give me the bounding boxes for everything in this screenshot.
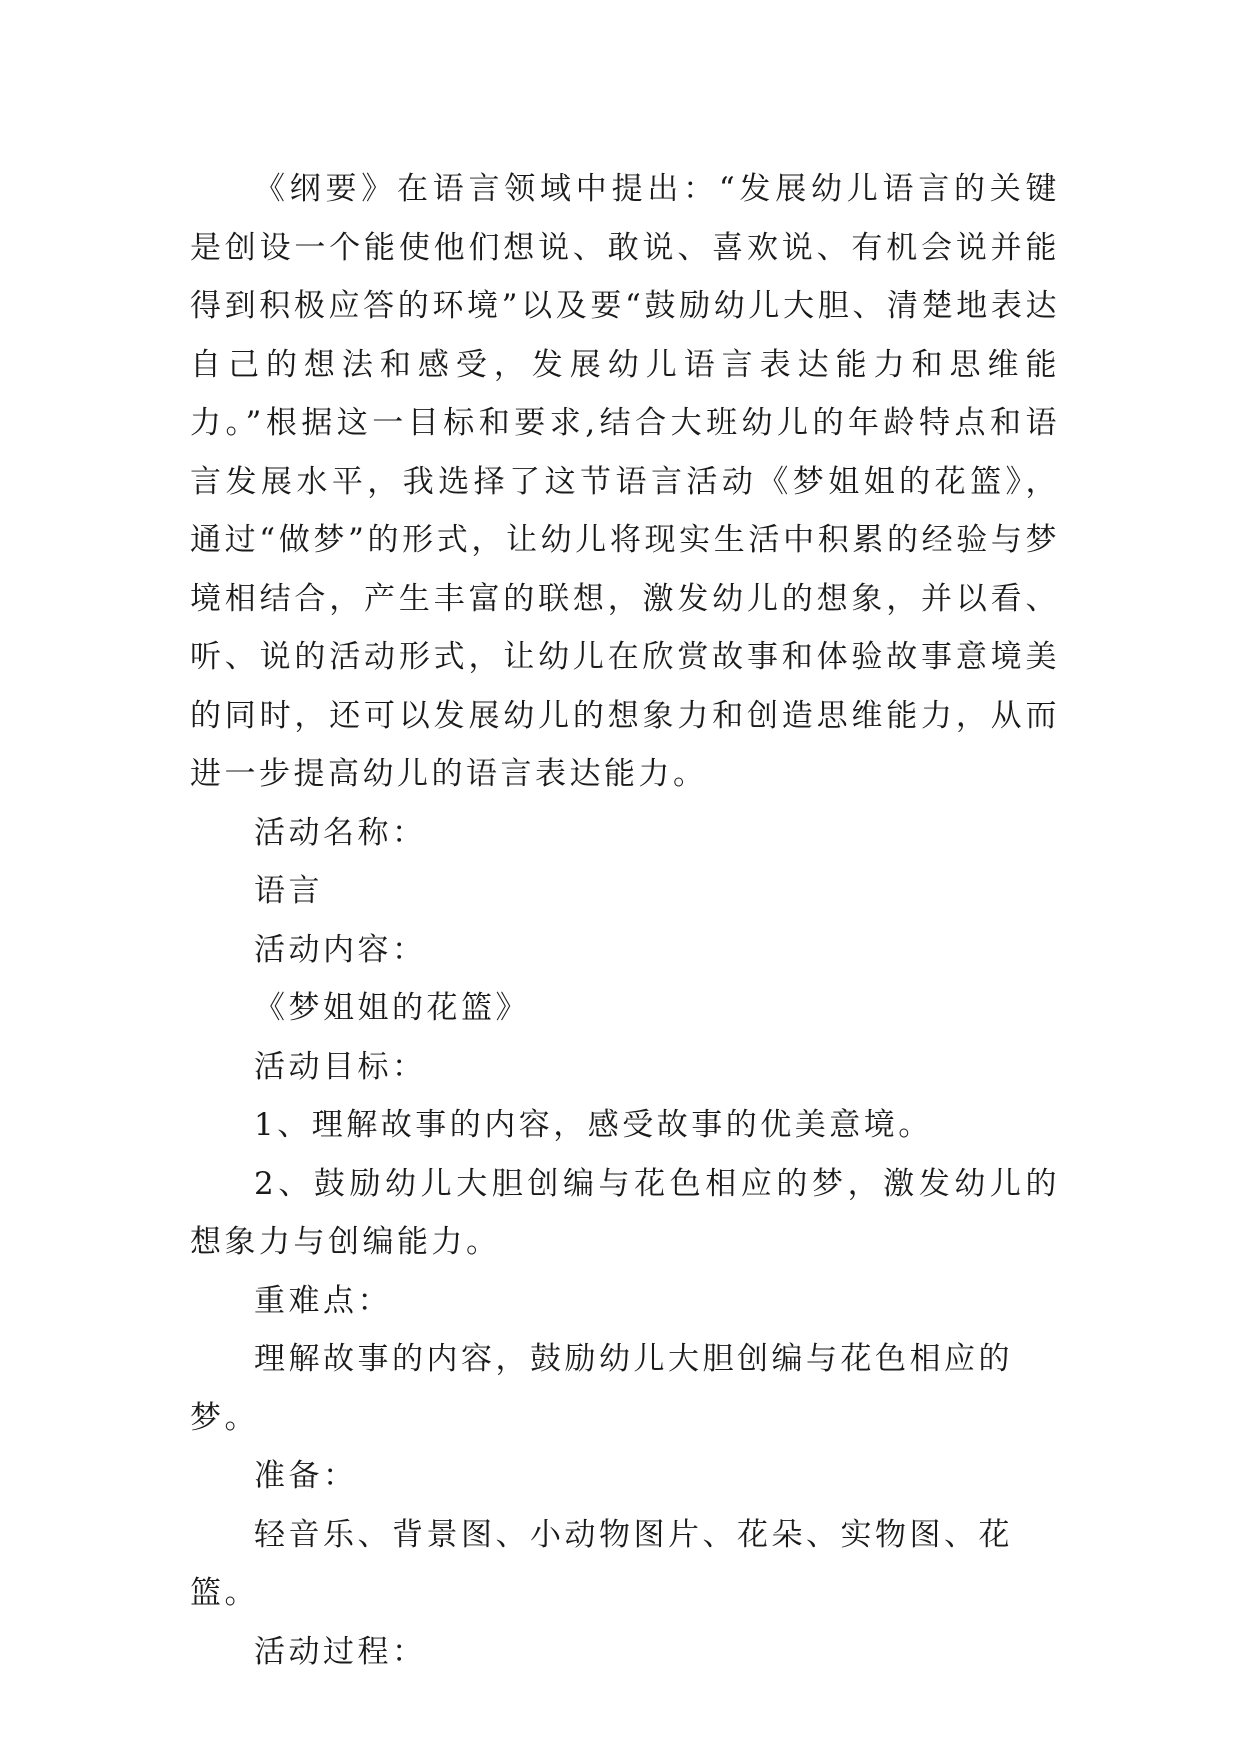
activity-name-value: 语言 [254, 873, 323, 909]
key-points-value: 理解故事的内容，鼓励幼儿大胆创编与花色相应的梦。 [190, 1341, 1013, 1436]
document-body [190, 160, 1060, 1681]
key-points-label: 重难点： [254, 1282, 392, 1319]
preparation-label: 准备： [254, 1458, 358, 1494]
activity-name-label: 活动名称： [254, 814, 427, 851]
intro-paragraph: 《纲要》在语言领域中提出：“发展幼儿语言的关键是创设一个能使他们想说、敢说、喜欢说、有机会说并能得到积极应答的环境”以及要“鼓励幼儿大胆、清楚地表达自己的想法和感受，发展幼儿语言表达能力和思维能力。”根据这一目标和要求,结合大班幼儿的年龄特点和语言发展水平，我选择了这节语言活动《梦姐姐的花篮》，通过“做梦”的形式，让幼儿将现实生活中积累的经验与梦境相结合，产生丰富的联想，激发幼儿的想象，并以看、听、说的活动形式，让幼儿在欣赏故事和体验故事意境美的同时，还可以发展幼儿的想象力和创造思维能力，从而进一步提高幼儿的语言表达能力。 [190, 171, 1060, 792]
activity-content-label: 活动内容： [254, 931, 427, 968]
goal-item-1: 1、理解故事的内容，感受故事的优美意境。 [254, 1107, 933, 1143]
preparation-value: 轻音乐、背景图、小动物图片、花朵、实物图、花篮。 [190, 1516, 1013, 1611]
goals-label: 活动目标： [254, 1048, 427, 1085]
process-label: 活动过程： [254, 1633, 427, 1670]
activity-content-value: 《梦姐姐的花篮》 [254, 990, 530, 1026]
goal-item-2: 2、鼓励幼儿大胆创编与花色相应的梦，激发幼儿的想象力与创编能力。 [190, 1165, 1060, 1260]
